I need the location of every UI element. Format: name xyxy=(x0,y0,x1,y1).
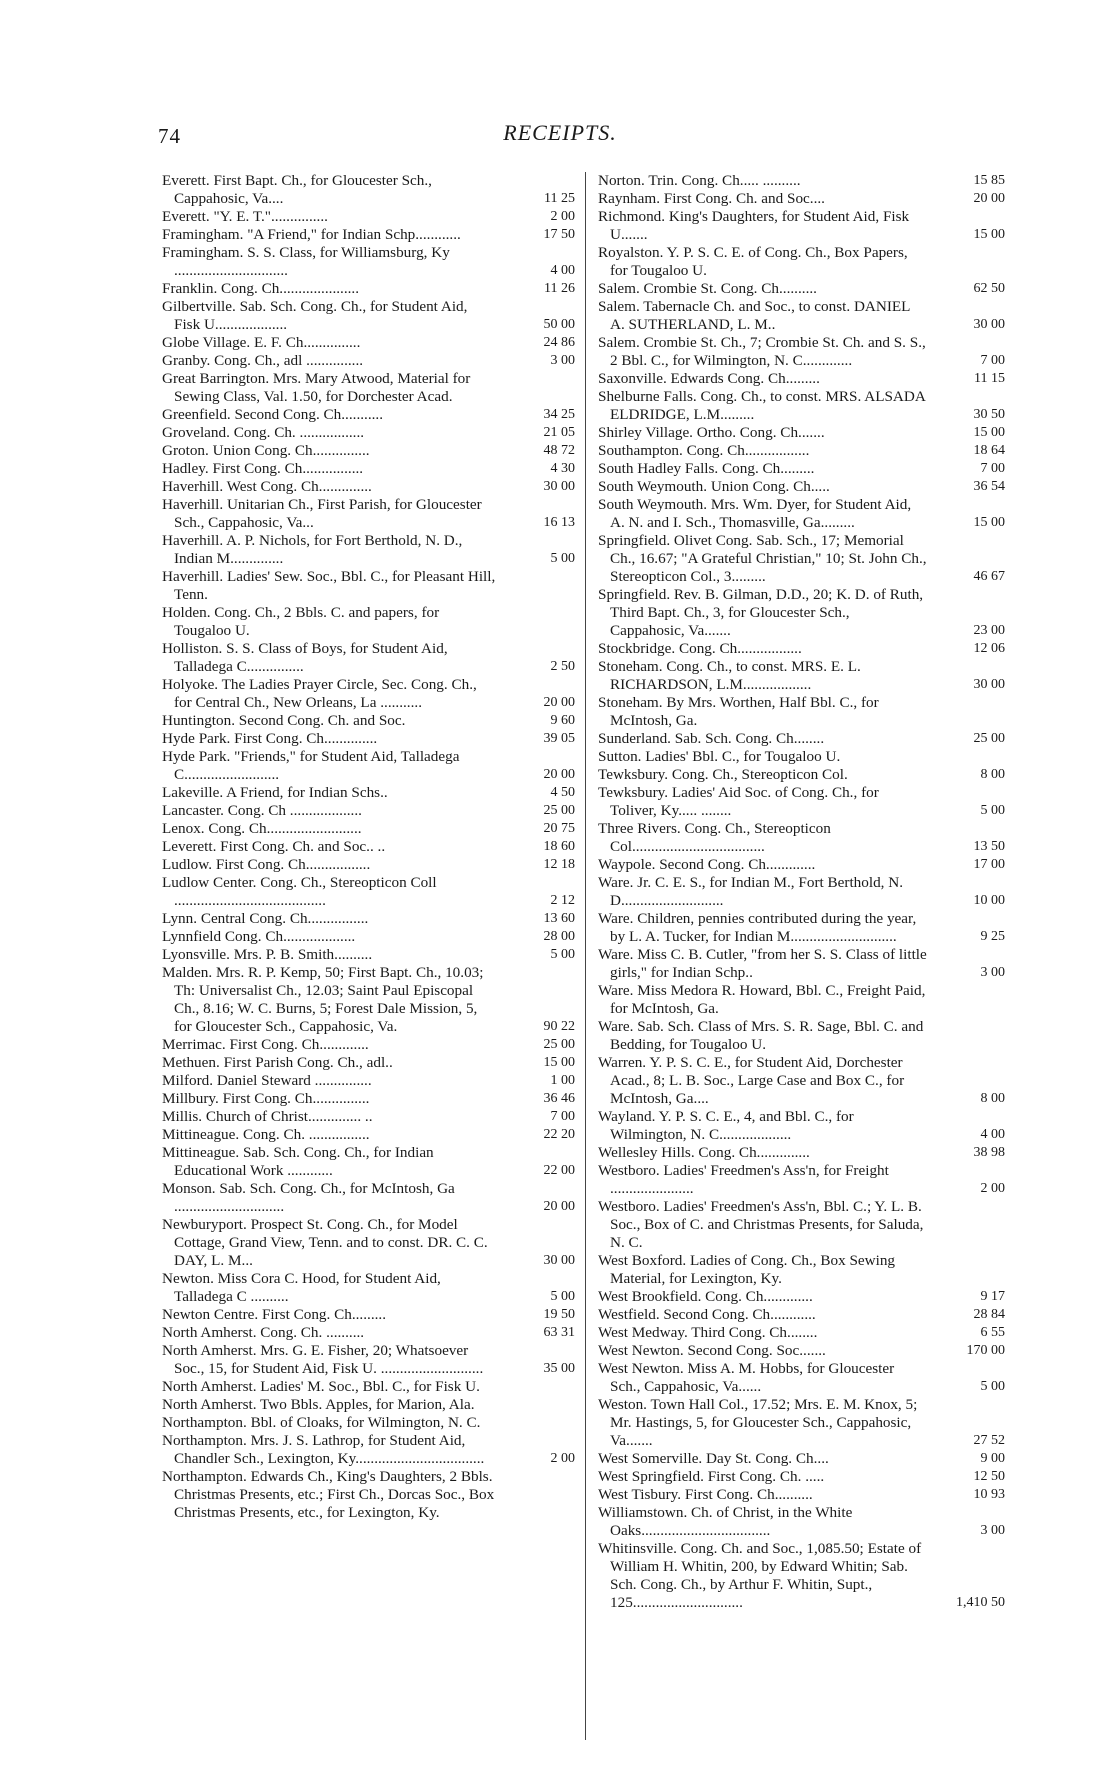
entry-text: Hadley. First Cong. Ch................ xyxy=(162,460,364,477)
receipt-entry xyxy=(162,334,575,352)
entry-amount: 25 00 xyxy=(973,731,1005,746)
receipt-entry xyxy=(598,190,1005,208)
entry-text: West Newton. Miss A. M. Hobbs, for Gloucester Sch., Cappahosic, Va...... xyxy=(598,1360,895,1395)
column-divider xyxy=(585,172,586,1740)
entry-amount: 4 50 xyxy=(550,785,575,800)
entry-amount: 20 00 xyxy=(543,695,575,710)
receipt-entry xyxy=(598,1396,1005,1450)
entry-amount: 8 00 xyxy=(980,767,1005,782)
receipt-entry xyxy=(162,1378,575,1396)
entry-text: South Weymouth. Union Cong. Ch..... xyxy=(598,478,830,495)
entry-amount: 63 31 xyxy=(543,1325,575,1340)
receipt-entry xyxy=(162,730,575,748)
entry-amount: 46 67 xyxy=(973,569,1005,584)
entry-text: Northampton. Edwards Ch., King's Daughters, 2 Bbls. Christmas Presents, etc.; First Ch., Dorcas Soc., Box Christmas Presents, etc., for Lexington, Ky. xyxy=(162,1468,495,1521)
entry-text: Haverhill. West Cong. Ch.............. xyxy=(162,478,372,495)
entry-text: Stockbridge. Cong. Ch................. xyxy=(598,640,802,657)
receipt-entry xyxy=(598,748,1005,766)
entry-text: Saxonville. Edwards Cong. Ch......... xyxy=(598,370,820,387)
entry-text: Ware. Miss C. B. Cutler, "from her S. S. Class of little girls," for Indian Schp.. xyxy=(598,946,927,981)
entry-text: Northampton. Mrs. J. S. Lathrop, for Student Aid, Chandler Sch., Lexington, Ky.................................. xyxy=(162,1432,485,1467)
receipt-entry xyxy=(598,1108,1005,1144)
receipt-entry xyxy=(598,730,1005,748)
receipt-entry xyxy=(162,532,575,568)
receipt-entry xyxy=(598,1198,1005,1252)
entry-amount: 20 75 xyxy=(543,821,575,836)
receipt-entry xyxy=(162,1144,575,1180)
receipt-entry xyxy=(162,370,575,406)
receipt-entry xyxy=(162,1054,575,1072)
receipt-entry xyxy=(162,604,575,640)
page-number: 74 xyxy=(158,124,181,148)
receipt-entry xyxy=(598,208,1005,244)
entry-text: Lynn. Central Cong. Ch................ xyxy=(162,910,369,927)
entry-text: North Amherst. Cong. Ch. .......... xyxy=(162,1324,365,1341)
entry-amount: 9 00 xyxy=(980,1451,1005,1466)
receipt-entry xyxy=(162,748,575,784)
entry-amount: 4 00 xyxy=(980,1127,1005,1142)
entry-amount: 10 00 xyxy=(973,893,1005,908)
entry-amount: 13 60 xyxy=(543,911,575,926)
receipt-entry xyxy=(598,496,1005,532)
entry-text: Holyoke. The Ladies Prayer Circle, Sec. Cong. Ch., for Central Ch., New Orleans, La ........... xyxy=(162,676,477,711)
entry-text: Haverhill. A. P. Nichols, for Fort Berthold, N. D., Indian M.............. xyxy=(162,532,463,567)
entry-amount: 6 55 xyxy=(980,1325,1005,1340)
receipt-entry xyxy=(598,388,1005,424)
left-column xyxy=(162,172,575,1522)
receipt-entry xyxy=(162,928,575,946)
receipt-entry xyxy=(598,784,1005,820)
entry-text: Framingham. S. S. Class, for Williamsburg, Ky .............................. xyxy=(162,244,450,279)
receipt-entry xyxy=(162,442,575,460)
receipt-entry xyxy=(162,640,575,676)
receipt-entry xyxy=(162,1108,575,1126)
receipt-entry xyxy=(162,910,575,928)
entry-text: Three Rivers. Cong. Ch., Stereopticon Col................................... xyxy=(598,820,831,855)
entry-text: Hyde Park. "Friends," for Student Aid, Talladega C......................... xyxy=(162,748,460,783)
entry-text: Stoneham. Cong. Ch., to const. MRS. E. L. RICHARDSON, L.M.................. xyxy=(598,658,861,693)
receipt-entry xyxy=(598,244,1005,280)
receipt-entry xyxy=(598,1486,1005,1504)
entry-text: Salem. Tabernacle Ch. and Soc., to const. DANIEL A. SUTHERLAND, L. M.. xyxy=(598,298,910,333)
entry-text: West Springfield. First Cong. Ch. ..... xyxy=(598,1468,825,1485)
entry-amount: 9 60 xyxy=(550,713,575,728)
entry-amount: 7 00 xyxy=(550,1109,575,1124)
receipt-entry xyxy=(598,982,1005,1018)
entry-text: Newburyport. Prospect St. Cong. Ch., for Model Cottage, Grand View, Tenn. and to const. DR. C. C. DAY, L. M... xyxy=(162,1216,488,1269)
entry-text: West Medway. Third Cong. Ch........ xyxy=(598,1324,818,1341)
right-column xyxy=(598,172,1005,1612)
receipt-entry xyxy=(162,280,575,298)
entry-amount: 2 00 xyxy=(980,1181,1005,1196)
receipt-entry xyxy=(162,1180,575,1216)
entry-amount: 3 00 xyxy=(550,353,575,368)
entry-text: Gilbertville. Sab. Sch. Cong. Ch., for Student Aid, Fisk U................... xyxy=(162,298,468,333)
receipt-entry xyxy=(598,1540,1005,1612)
receipt-entry xyxy=(598,658,1005,694)
entry-amount: 39 05 xyxy=(543,731,575,746)
entry-text: Salem. Crombie St. Ch., 7; Crombie St. Ch. and S. S., 2 Bbl. C., for Wilmington, N. C............. xyxy=(598,334,926,369)
entry-amount: 50 00 xyxy=(543,317,575,332)
entry-text: Royalston. Y. P. S. C. E. of Cong. Ch., Box Papers, for Tougaloo U. xyxy=(598,244,908,279)
entry-text: West Newton. Second Cong. Soc....... xyxy=(598,1342,826,1359)
entry-text: Lakeville. A Friend, for Indian Schs.. xyxy=(162,784,388,801)
receipt-entry xyxy=(598,532,1005,586)
entry-amount: 8 00 xyxy=(980,1091,1005,1106)
entry-amount: 5 00 xyxy=(980,803,1005,818)
receipt-entry xyxy=(598,298,1005,334)
entry-text: Raynham. First Cong. Ch. and Soc.... xyxy=(598,190,825,207)
receipt-entry xyxy=(162,1342,575,1378)
entry-amount: 20 00 xyxy=(543,767,575,782)
receipt-entry xyxy=(598,442,1005,460)
receipt-entry xyxy=(598,586,1005,640)
entry-text: Newton Centre. First Cong. Ch......... xyxy=(162,1306,387,1323)
entry-text: North Amherst. Mrs. G. E. Fisher, 20; Whatsoever Soc., 15, for Student Aid, Fisk U. ........................... xyxy=(162,1342,484,1377)
entry-amount: 28 00 xyxy=(543,929,575,944)
receipt-entry xyxy=(162,1324,575,1342)
entry-amount: 16 13 xyxy=(543,515,575,530)
entry-amount: 4 30 xyxy=(550,461,575,476)
receipt-entry xyxy=(162,352,575,370)
entry-text: Hyde Park. First Cong. Ch.............. xyxy=(162,730,378,747)
entry-text: South Hadley Falls. Cong. Ch......... xyxy=(598,460,815,477)
receipt-entry xyxy=(162,802,575,820)
entry-text: Sutton. Ladies' Bbl. C., for Tougaloo U. xyxy=(598,748,841,765)
receipt-entry xyxy=(162,1306,575,1324)
entry-text: North Amherst. Two Bbls. Apples, for Marion, Ala. xyxy=(162,1396,475,1413)
entry-text: Groveland. Cong. Ch. ................. xyxy=(162,424,365,441)
entry-text: Lancaster. Cong. Ch ................... xyxy=(162,802,362,819)
entry-amount: 20 00 xyxy=(543,1199,575,1214)
receipt-entry xyxy=(162,874,575,910)
entry-amount: 1,410 50 xyxy=(956,1595,1005,1610)
entry-text: Richmond. King's Daughters, for Student Aid, Fisk U....... xyxy=(598,208,910,243)
entry-text: Sunderland. Sab. Sch. Cong. Ch........ xyxy=(598,730,825,747)
receipt-entry xyxy=(598,424,1005,442)
receipt-entry xyxy=(162,1432,575,1468)
entry-text: Whitinsville. Cong. Ch. and Soc., 1,085.50; Estate of William H. Whitin, 200, by Edward Whitin; Sab. Sch. Cong. Ch., by Arthur F. Whitin, Supt., 125............................. xyxy=(598,1540,922,1611)
entry-text: Wayland. Y. P. S. C. E., 4, and Bbl. C., for Wilmington, N. C................... xyxy=(598,1108,854,1143)
entry-amount: 2 12 xyxy=(550,893,575,908)
entry-amount: 38 98 xyxy=(973,1145,1005,1160)
receipt-entry xyxy=(598,694,1005,730)
receipt-entry xyxy=(598,874,1005,910)
entry-amount: 36 54 xyxy=(973,479,1005,494)
entry-text: Lynnfield Cong. Ch................... xyxy=(162,928,356,945)
entry-text: Westfield. Second Cong. Ch............ xyxy=(598,1306,816,1323)
receipt-entry xyxy=(162,1216,575,1270)
entry-text: Haverhill. Ladies' Sew. Soc., Bbl. C., for Pleasant Hill, Tenn. xyxy=(162,568,496,603)
entry-amount: 2 50 xyxy=(550,659,575,674)
entry-amount: 5 00 xyxy=(550,947,575,962)
entry-amount: 12 50 xyxy=(973,1469,1005,1484)
receipt-entry xyxy=(598,766,1005,784)
entry-text: Ware. Jr. C. E. S., for Indian M., Fort Berthold, N. D........................... xyxy=(598,874,904,909)
entry-text: Merrimac. First Cong. Ch............. xyxy=(162,1036,369,1053)
entry-text: West Brookfield. Cong. Ch............. xyxy=(598,1288,813,1305)
entry-text: Milford. Daniel Steward ............... xyxy=(162,1072,372,1089)
entry-amount: 7 00 xyxy=(980,461,1005,476)
entry-amount: 36 46 xyxy=(543,1091,575,1106)
receipt-entry xyxy=(162,460,575,478)
entry-amount: 2 00 xyxy=(550,1451,575,1466)
entry-amount: 30 50 xyxy=(973,407,1005,422)
entry-text: Granby. Cong. Ch., adl ............... xyxy=(162,352,364,369)
entry-text: Tewksbury. Ladies' Aid Soc. of Cong. Ch., for Toliver, Ky..... ........ xyxy=(598,784,879,819)
entry-text: Shelburne Falls. Cong. Ch., to const. MRS. ALSADA ELDRIDGE, L.M......... xyxy=(598,388,925,423)
entry-text: Warren. Y. P. S. C. E., for Student Aid, Dorchester Acad., 8; L. B. Soc., Large Case and Box C., for McIntosh, Ga.... xyxy=(598,1054,905,1107)
receipt-entry xyxy=(162,1414,575,1432)
entry-amount: 4 00 xyxy=(550,263,575,278)
entry-text: South Weymouth. Mrs. Wm. Dyer, for Student Aid, A. N. and I. Sch., Thomasville, Ga......... xyxy=(598,496,912,531)
receipt-entry xyxy=(162,478,575,496)
receipt-entry xyxy=(162,226,575,244)
receipt-entry xyxy=(598,334,1005,370)
entry-amount: 7 00 xyxy=(980,353,1005,368)
receipt-entry xyxy=(598,1288,1005,1306)
receipt-entry xyxy=(162,1468,575,1522)
entry-amount: 11 26 xyxy=(544,281,575,296)
receipt-entry xyxy=(598,1306,1005,1324)
entry-amount: 35 00 xyxy=(543,1361,575,1376)
entry-amount: 18 64 xyxy=(973,443,1005,458)
entry-text: Groton. Union Cong. Ch............... xyxy=(162,442,370,459)
receipt-entry xyxy=(598,1360,1005,1396)
entry-amount: 28 84 xyxy=(973,1307,1005,1322)
entry-amount: 25 00 xyxy=(543,1037,575,1052)
entry-text: Waypole. Second Cong. Ch............. xyxy=(598,856,816,873)
receipt-entry xyxy=(598,820,1005,856)
receipt-entry xyxy=(162,712,575,730)
entry-amount: 34 25 xyxy=(543,407,575,422)
entry-amount: 11 15 xyxy=(974,371,1005,386)
entry-amount: 2 00 xyxy=(550,209,575,224)
entry-text: Mittineague. Cong. Ch. ................ xyxy=(162,1126,370,1143)
entry-amount: 24 86 xyxy=(543,335,575,350)
page-title: RECEIPTS. xyxy=(503,120,617,145)
entry-text: Norton. Trin. Cong. Ch..... .......... xyxy=(598,172,801,189)
entry-text: Great Barrington. Mrs. Mary Atwood, Material for Sewing Class, Val. 1.50, for Dorchester Acad. xyxy=(162,370,471,405)
entry-amount: 20 00 xyxy=(973,191,1005,206)
entry-text: Framingham. "A Friend," for Indian Schp............ xyxy=(162,226,461,243)
entry-text: Westboro. Ladies' Freedmen's Ass'n, for Freight ...................... xyxy=(598,1162,889,1197)
receipt-entry xyxy=(162,838,575,856)
receipt-entry xyxy=(598,370,1005,388)
entry-text: North Amherst. Ladies' M. Soc., Bbl. C., for Fisk U. xyxy=(162,1378,480,1395)
entry-amount: 5 00 xyxy=(550,1289,575,1304)
entry-amount: 15 00 xyxy=(973,227,1005,242)
entry-amount: 22 00 xyxy=(543,1163,575,1178)
entry-amount: 62 50 xyxy=(973,281,1005,296)
entry-text: Lenox. Cong. Ch......................... xyxy=(162,820,362,837)
entry-amount: 12 18 xyxy=(543,857,575,872)
entry-text: West Somerville. Day St. Cong. Ch.... xyxy=(598,1450,829,1467)
entry-text: Holliston. S. S. Class of Boys, for Student Aid, Talladega C............... xyxy=(162,640,448,675)
entry-text: Haverhill. Unitarian Ch., First Parish, for Gloucester Sch., Cappahosic, Va... xyxy=(162,496,482,531)
entry-text: Ware. Sab. Sch. Class of Mrs. S. R. Sage, Bbl. C. and Bedding, for Tougaloo U. xyxy=(598,1018,924,1053)
receipt-entry xyxy=(598,172,1005,190)
entry-text: Mittineague. Sab. Sch. Cong. Ch., for Indian Educational Work ............ xyxy=(162,1144,434,1179)
receipt-entry xyxy=(162,1126,575,1144)
entry-amount: 11 25 xyxy=(544,191,575,206)
entry-amount: 9 17 xyxy=(980,1289,1005,1304)
entry-amount: 19 50 xyxy=(543,1307,575,1322)
entry-amount: 27 52 xyxy=(973,1433,1005,1448)
entry-text: Lyonsville. Mrs. P. B. Smith.......... xyxy=(162,946,373,963)
entry-amount: 1 00 xyxy=(550,1073,575,1088)
entry-text: Shirley Village. Ortho. Cong. Ch....... xyxy=(598,424,825,441)
receipt-entry xyxy=(598,1144,1005,1162)
receipt-entry xyxy=(598,1252,1005,1288)
entry-text: West Tisbury. First Cong. Ch.......... xyxy=(598,1486,813,1503)
entry-text: Newton. Miss Cora C. Hood, for Student Aid, Talladega C .......... xyxy=(162,1270,441,1305)
receipt-entry xyxy=(598,1342,1005,1360)
entry-text: Holden. Cong. Ch., 2 Bbls. C. and papers, for Tougaloo U. xyxy=(162,604,440,639)
receipt-entry xyxy=(162,1036,575,1054)
receipt-entry xyxy=(162,1090,575,1108)
entry-text: Millis. Church of Christ.............. .. xyxy=(162,1108,373,1125)
receipt-entry xyxy=(598,856,1005,874)
entry-amount: 30 00 xyxy=(543,1253,575,1268)
entry-amount: 5 00 xyxy=(550,551,575,566)
receipt-entry xyxy=(162,496,575,532)
entry-amount: 25 00 xyxy=(543,803,575,818)
entry-text: Tewksbury. Cong. Ch., Stereopticon Col. xyxy=(598,766,848,783)
entry-amount: 18 60 xyxy=(543,839,575,854)
entry-text: Ludlow Center. Cong. Ch., Stereopticon Coll ........................................ xyxy=(162,874,437,909)
receipt-entry xyxy=(598,280,1005,298)
entry-text: Southampton. Cong. Ch................. xyxy=(598,442,810,459)
entry-amount: 23 00 xyxy=(973,623,1005,638)
receipt-entry xyxy=(162,208,575,226)
receipt-entry xyxy=(162,424,575,442)
entry-amount: 21 05 xyxy=(543,425,575,440)
entry-text: Westboro. Ladies' Freedmen's Ass'n, Bbl. C.; Y. L. B. Soc., Box of C. and Christmas Presents, for Saluda, N. C. xyxy=(598,1198,924,1251)
receipt-entry xyxy=(598,946,1005,982)
receipt-entry xyxy=(162,820,575,838)
entry-amount: 22 20 xyxy=(543,1127,575,1142)
entry-amount: 15 00 xyxy=(973,425,1005,440)
entry-text: Monson. Sab. Sch. Cong. Ch., for McIntosh, Ga ............................. xyxy=(162,1180,455,1215)
entry-amount: 3 00 xyxy=(980,1523,1005,1538)
receipt-entry xyxy=(162,244,575,280)
entry-text: Springfield. Rev. B. Gilman, D.D., 20; K. D. of Ruth, Third Bapt. Ch., 3, for Gloucester Sch., Cappahosic, Va....... xyxy=(598,586,924,639)
entry-text: Leverett. First Cong. Ch. and Soc.. .. xyxy=(162,838,386,855)
entry-text: Stoneham. By Mrs. Worthen, Half Bbl. C., for McIntosh, Ga. xyxy=(598,694,879,729)
entry-text: Methuen. First Parish Cong. Ch., adl.. xyxy=(162,1054,393,1071)
entry-amount: 12 06 xyxy=(973,641,1005,656)
entry-amount: 48 72 xyxy=(543,443,575,458)
entry-amount: 15 00 xyxy=(973,515,1005,530)
receipt-entry xyxy=(598,1468,1005,1486)
entry-text: Springfield. Olivet Cong. Sab. Sch., 17; Memorial Ch., 16.67; "A Grateful Christian," 10; St. John Ch., Stereopticon Col., 3......... xyxy=(598,532,927,585)
entry-amount: 30 00 xyxy=(973,677,1005,692)
receipt-entry xyxy=(162,964,575,1036)
entry-text: Millbury. First Cong. Ch............... xyxy=(162,1090,370,1107)
receipt-entry xyxy=(162,1072,575,1090)
receipt-entry xyxy=(162,856,575,874)
entry-text: Ware. Children, pennies contributed during the year, by L. A. Tucker, for Indian M............................ xyxy=(598,910,917,945)
entry-text: Globe Village. E. F. Ch............... xyxy=(162,334,361,351)
entry-text: Malden. Mrs. R. P. Kemp, 50; First Bapt. Ch., 10.03; Th: Universalist Ch., 12.03; Saint Paul Episcopal Ch., 8.16; W. C. Burns, 5; Forest Dale Mission, 5, for Gloucester Sch., Cappahosic, Va. xyxy=(162,964,484,1035)
receipt-entry xyxy=(598,1054,1005,1108)
entry-text: Everett. First Bapt. Ch., for Gloucester Sch., Cappahosic, Va.... xyxy=(162,172,432,207)
entry-amount: 90 22 xyxy=(543,1019,575,1034)
entry-text: West Boxford. Ladies of Cong. Ch., Box Sewing Material, for Lexington, Ky. xyxy=(598,1252,896,1287)
receipt-entry xyxy=(162,568,575,604)
receipt-entry xyxy=(598,1504,1005,1540)
entry-amount: 13 50 xyxy=(973,839,1005,854)
entry-text: Ludlow. First Cong. Ch................. xyxy=(162,856,371,873)
entry-amount: 15 85 xyxy=(973,173,1005,188)
entry-amount: 30 00 xyxy=(543,479,575,494)
entry-text: Salem. Crombie St. Cong. Ch.......... xyxy=(598,280,817,297)
entry-amount: 15 00 xyxy=(543,1055,575,1070)
entry-text: Everett. "Y. E. T."............... xyxy=(162,208,328,225)
entry-text: Franklin. Cong. Ch..................... xyxy=(162,280,360,297)
receipt-entry xyxy=(162,406,575,424)
entry-text: Greenfield. Second Cong. Ch........... xyxy=(162,406,384,423)
entry-amount: 17 50 xyxy=(543,227,575,242)
entry-amount: 5 00 xyxy=(980,1379,1005,1394)
receipt-entry xyxy=(598,1018,1005,1054)
receipt-entry xyxy=(598,460,1005,478)
receipt-entry xyxy=(162,298,575,334)
receipt-entry xyxy=(162,172,575,208)
entry-text: Weston. Town Hall Col., 17.52; Mrs. E. M. Knox, 5; Mr. Hastings, 5, for Gloucester Sch., Cappahosic, Va....... xyxy=(598,1396,918,1449)
receipt-entry xyxy=(598,910,1005,946)
entry-amount: 170 00 xyxy=(966,1343,1005,1358)
entry-text: Huntington. Second Cong. Ch. and Soc. xyxy=(162,712,406,729)
receipt-entry xyxy=(162,946,575,964)
entry-amount: 30 00 xyxy=(973,317,1005,332)
entry-text: Northampton. Bbl. of Cloaks, for Wilmington, N. C. xyxy=(162,1414,481,1431)
receipt-entry xyxy=(598,1162,1005,1198)
receipt-entry xyxy=(162,784,575,802)
entry-amount: 9 25 xyxy=(980,929,1005,944)
entry-text: Wellesley Hills. Cong. Ch.............. xyxy=(598,1144,810,1161)
entry-amount: 17 00 xyxy=(973,857,1005,872)
receipt-entry xyxy=(598,1324,1005,1342)
receipt-entry xyxy=(162,1396,575,1414)
receipt-entry xyxy=(598,1450,1005,1468)
entry-text: Williamstown. Ch. of Christ, in the White Oaks.................................. xyxy=(598,1504,853,1539)
entry-amount: 10 93 xyxy=(973,1487,1005,1502)
receipt-entry xyxy=(598,478,1005,496)
receipt-entry xyxy=(598,640,1005,658)
receipt-entry xyxy=(162,676,575,712)
entry-text: Ware. Miss Medora R. Howard, Bbl. C., Freight Paid, for McIntosh, Ga. xyxy=(598,982,926,1017)
entry-amount: 3 00 xyxy=(980,965,1005,980)
receipt-entry xyxy=(162,1270,575,1306)
